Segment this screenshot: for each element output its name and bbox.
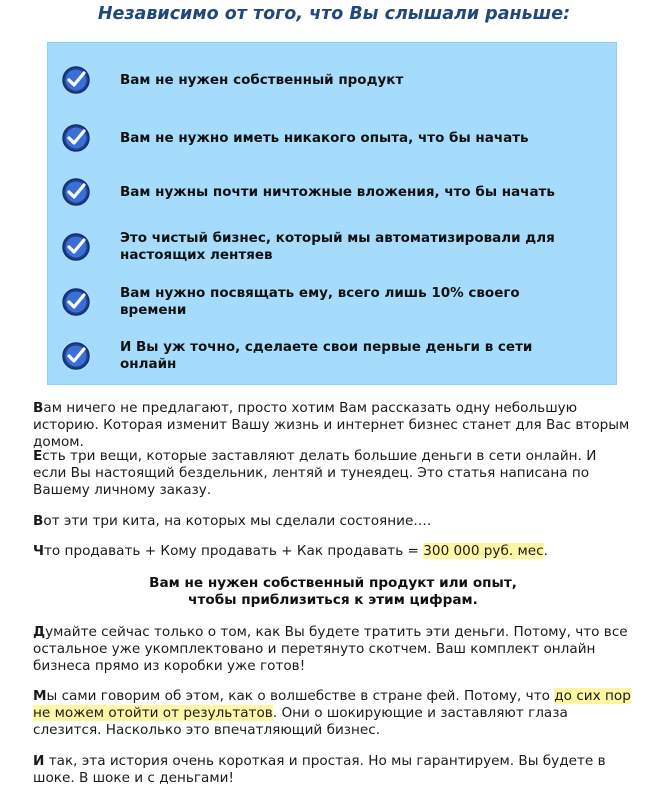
drop-letter: И [33, 753, 45, 769]
paragraph-text: так, эта история очень короткая и простая. Но мы гарантируем. Вы будете в шоке. В шоке и с деньгами! [33, 753, 606, 786]
paragraph-formula [33, 543, 633, 560]
paragraph-conclusion [33, 753, 633, 787]
benefit-text: Вам нужны почти ничтожные вложения, что бы начать [120, 183, 555, 200]
benefit-item [48, 121, 616, 155]
checkmark-circle-icon [61, 123, 91, 153]
benefit-item [48, 229, 616, 265]
paragraph-text: ам ничего не предлагают, просто хотим Вам рассказать одну небольшую историю. Которая изменит Вашу жизнь и интернет бизнес станет для Вас вторым домом. [33, 400, 630, 450]
benefit-text: Это чистый бизнес, который мы автоматизировали для настоящих лентяев [120, 230, 555, 263]
highlighted-phrase: до сих пор не можем отойти от результатов [33, 688, 631, 721]
drop-letter: В [33, 513, 44, 529]
benefit-item [48, 285, 616, 319]
headline: Независимо от того, что Вы слышали раньше: [97, 4, 571, 24]
highlighted-amount: 300 000 руб. мес [423, 543, 544, 559]
checkmark-circle-icon [61, 341, 91, 371]
paragraph-text: ы сами говорим об этом, как о волшебстве в стране фей. Потому, что [46, 688, 555, 704]
drop-letter: Е [33, 448, 43, 464]
paragraph-intro [33, 400, 633, 451]
checkmark-circle-icon [61, 177, 91, 207]
benefit-text: Вам не нужен собственный продукт [120, 71, 404, 88]
paragraph-text: . Они о шокирующие и заставляют глаза слезится. Насколько это впечатляющий бизнес. [33, 705, 568, 738]
paragraph-spend-money [33, 624, 633, 675]
center-heading-line2: чтобы приблизиться к этим цифрам. [188, 592, 478, 608]
paragraph-text: сть три вещи, которые заставляют делать большие деньги в сети онлайн. И если Вы настоящий бездельник, лентяй и тунеядец. Это статья написана по Вашему личному заказу. [33, 448, 597, 498]
checkmark-circle-icon [61, 287, 91, 317]
checkmark-circle-icon [61, 232, 91, 262]
paragraph-three-things [33, 448, 633, 499]
benefit-item [48, 175, 616, 209]
paragraph-text: то продавать + Кому продавать + Как продавать = [44, 543, 424, 559]
drop-letter: Ч [33, 543, 44, 559]
drop-letter: М [33, 688, 47, 704]
paragraph-three-whales [33, 513, 633, 530]
paragraph-text: умайте сейчас только о том, как Вы будете тратить эти деньги. Потому, что все остальное уже укомплектовано и перетянуто скотчем. Ваш комплект онлайн бизнеса прямо из коробки уже готов! [33, 624, 628, 674]
drop-letter: Д [33, 624, 46, 640]
checkmark-circle-icon [61, 65, 91, 95]
benefit-item [48, 63, 616, 97]
benefits-box [47, 42, 617, 385]
benefit-text: И Вы уж точно, сделаете свои первые деньги в сети онлайн [120, 339, 533, 372]
benefit-text: Вам не нужно иметь никакого опыта, что бы начать [120, 129, 529, 146]
center-heading-line1: Вам не нужен собственный продукт или опыт, [149, 575, 517, 591]
paragraph-text: . [543, 543, 548, 559]
paragraph-text: от эти три кита, на которых мы сделали состояние…. [43, 513, 432, 529]
benefit-item [48, 339, 616, 373]
benefit-text: Вам нужно посвящать ему, всего лишь 10% своего времени [120, 285, 520, 318]
drop-letter: В [33, 400, 44, 416]
paragraph-results [33, 688, 633, 739]
